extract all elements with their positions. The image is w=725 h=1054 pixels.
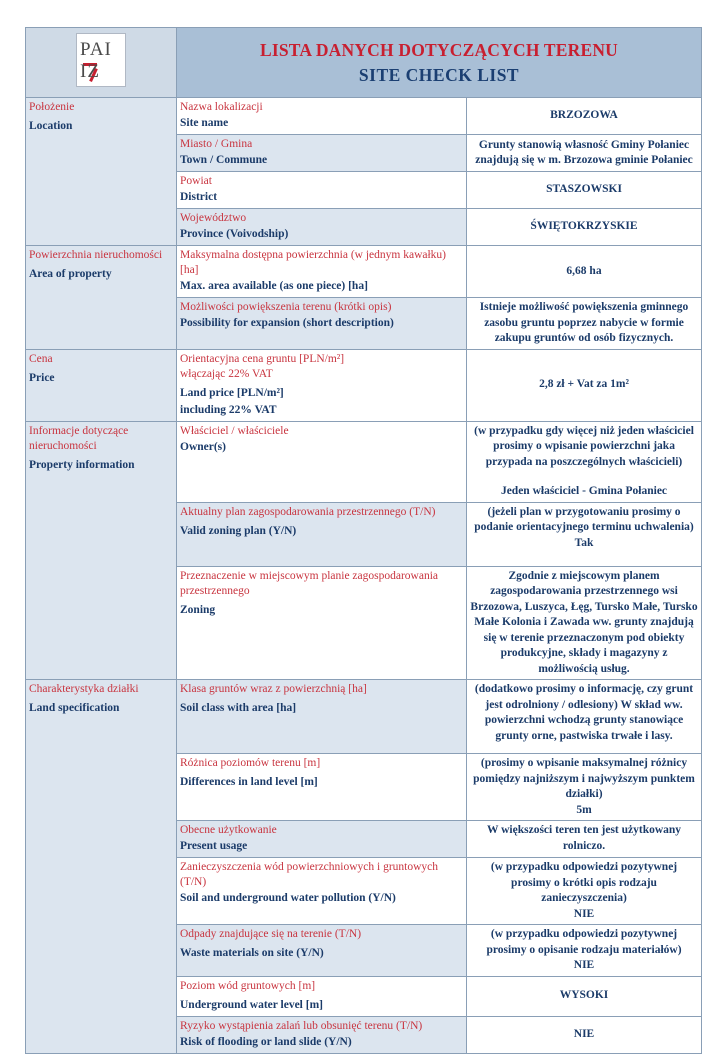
value-province: ŚWIĘTOKRZYSKIE [467,209,702,246]
value-water-level: WYSOKI [467,976,702,1016]
value-site-name: BRZOZOWA [467,98,702,135]
value-owner: (w przypadku gdy więcej niż jeden właściciel prosimy o wpisanie powierzchni jaka przypada na poszczególnych właścicieli) Jeden właściciel - Gmina Połaniec [467,421,702,502]
label-usage: Obecne użytkowanie Present usage [177,821,467,858]
label-soil-class: Klasa gruntów wraz z powierzchnią [ha] Soil class with area [ha] [177,680,467,754]
label-district: Powiat District [177,172,467,209]
label-pollution: Zanieczyszczenia wód powierzchniowych i gruntowych (T/N) Soil and underground water pollution (Y/N) [177,858,467,925]
value-usage: W większości teren ten jest użytkowany rolniczo. [467,821,702,858]
row-land-price [26,349,702,421]
value-waste: (w przypadku odpowiedzi pozytywnej prosimy o opisanie rodzaju materiałów) NIE [467,925,702,977]
value-soil-class: (dodatkowo prosimy o informację, czy grunt jest odrolniony / odlesiony) W skład ww. powierzchni wchodzą grunty stanowiące grunty orne, pastwiska trwałe i lasy. [467,680,702,754]
value-town: Grunty stanowią własność Gminy Połaniec znajdują się w m. Brzozowa gminie Połaniec [467,135,702,172]
row-max-area [26,246,702,298]
value-level-diff: (prosimy o wpisanie maksymalnej różnicy pomiędzy najniższym i najwyższym punktem działki) 5m [467,754,702,821]
category-location: Położenie Location [26,98,177,246]
category-price: Cena Price [26,349,177,421]
value-max-area: 6,68 ha [467,246,702,298]
label-zoning-plan: Aktualny plan zagospodarowania przestrzennego (T/N) Valid zoning plan (Y/N) [177,502,467,566]
label-land-price: Orientacyjna cena gruntu [PLN/m²] włączając 22% VAT Land price [PLN/m²] including 22% VAT [177,349,467,421]
label-max-area: Maksymalna dostępna powierzchnia (w jednym kawałku) [ha] Max. area available (as one piece) [ha] [177,246,467,298]
label-waste: Odpady znajdujące się na terenie (T/N) Waste materials on site (Y/N) [177,925,467,977]
label-zoning: Przeznaczenie w miejscowym planie zagospodarowania przestrzennego Zoning [177,566,467,680]
title-cell [177,28,702,98]
paiiz-logo: PAI IZ [76,33,126,87]
label-flooding: Ryzyko wystąpienia zalań lub obsunięć terenu (T/N) Risk of flooding or land slide (Y/N) [177,1016,467,1053]
title-pl: LISTA DANYCH DOTYCZĄCYCH TERENU [259,39,619,60]
label-expansion: Możliwości powiększenia terenu (krótki opis) Possibility for expansion (short description) [177,298,467,350]
category-area: Powierzchnia nieruchomości Area of property [26,246,177,350]
label-level-diff: Różnica poziomów terenu [m] Differences in land level [m] [177,754,467,821]
title-en: SITE CHECK LIST [358,64,520,85]
label-town: Miasto / Gmina Town / Commune [177,135,467,172]
value-district: STASZOWSKI [467,172,702,209]
category-land: Charakterystyka działki Land specification [26,680,177,1054]
value-zoning-plan: (jeżeli plan w przygotowaniu prosimy o podanie orientacyjnego terminu uchwalenia) Tak [467,502,702,566]
value-zoning: Zgodnie z miejscowym planem zagospodarowania przestrzennego wsi Brzozowa, Luszyca, Łęg, Tursko Małe, Tursko Małe Kolonia i Zawada ww. grunty znajdują się w terenie przeznaczonym pod obiekty produkcyjne, składy i magazyny z możliwością usług. [467,566,702,680]
site-check-list-table [25,27,702,1054]
header-row [26,28,702,98]
label-water-level: Poziom wód gruntowych [m] Underground water level [m] [177,976,467,1016]
category-property: Informacje dotyczące nieruchomości Property information [26,421,177,680]
label-province: Województwo Province (Voivodship) [177,209,467,246]
value-flooding: NIE [467,1016,702,1053]
row-site-name [26,98,702,135]
label-site-name: Nazwa lokalizacji Site name [177,98,467,135]
label-owner: Właściciel / właściciele Owner(s) [177,421,467,502]
row-soil-class [26,680,702,754]
value-expansion: Istnieje możliwość powiększenia gminnego zasobu gruntu poprzez nabycie w formie zakupu gruntów od osób fizycznych. [467,298,702,350]
logo-cell [26,28,177,98]
row-owner [26,421,702,502]
value-pollution: (w przypadku odpowiedzi pozytywnej prosimy o krótki opis rodzaju zanieczyszczenia) NIE [467,858,702,925]
value-land-price: 2,8 zł + Vat za 1m² [467,349,702,421]
